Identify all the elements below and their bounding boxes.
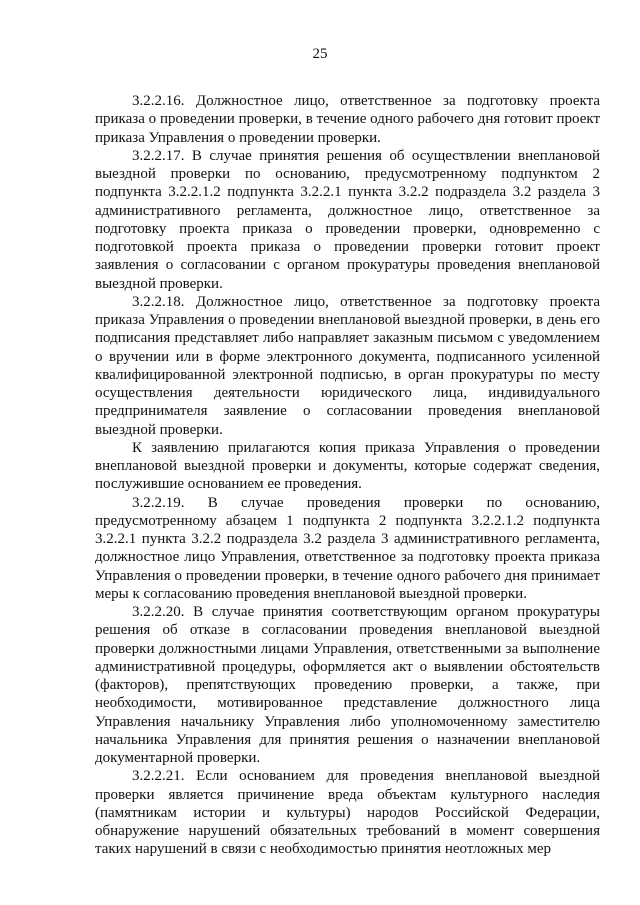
paragraph-3-2-2-21: 3.2.2.21. Если основанием для проведения внеплановой выездной проверки является причинение вреда объектам культурного наследия (памятникам истории и культуры) народов Российской Федерации, обнаружение нарушений обязательных требований в момент совершения таких нарушений в связи с необходимостью принятия неотложных мер	[95, 768, 600, 858]
paragraph-3-2-2-16: 3.2.2.16. Должностное лицо, ответственное за подготовку проекта приказа о проведении проверки, в течение одного рабочего дня готовит проект приказа Управления о проведении проверки.	[95, 93, 600, 146]
paragraph-3-2-2-20: 3.2.2.20. В случае принятия соответствующим органом прокуратуры решения об отказе в согласовании проведения внеплановой выездной проверки должностными лицами Управления, ответственными за выполнение административной процедуры, оформляется акт о выявлении обстоятельств (факторов), препятствующих проведению проверки, а также, при необходимости, мотивированное представление должностного лица Управления начальнику Управления либо уполномоченному заместителю начальника Управления для принятия решения о назначении внеплановой документарной проверки.	[95, 604, 600, 766]
document-body	[95, 92, 600, 859]
paragraph-attachments: К заявлению прилагаются копия приказа Управления о проведении внеплановой выездной проверки и документы, которые содержат сведения, послужившие основанием ее проведения.	[95, 439, 600, 493]
paragraph-3-2-2-17: 3.2.2.17. В случае принятия решения об осуществлении внеплановой выездной проверки по основанию, предусмотренному подпунктом 2 подпункта 3.2.2.1.2 подпункта 3.2.2.1 пункта 3.2.2 подраздела 3.2 раздела 3 административного регламента, должностное лицо, ответственное за подготовку проекта приказа о проведении проверки, одновременно с подготовкой проекта приказа о проведении проверки готовит проект заявления о согласовании с органом прокуратуры проведения внеплановой выездной проверки.	[95, 147, 600, 292]
page-number: 25	[312, 46, 328, 62]
paragraph-3-2-2-19: 3.2.2.19. В случае проведения проверки по основанию, предусмотренному абзацем 1 подпункта 2 подпункта 3.2.2.1.2 подпункта 3.2.2.1 пункта 3.2.2 подраздела 3.2 раздела 3 административного регламента, должностное лицо Управления, ответственное за подготовку проекта приказа Управления о проведении проверки, в течение одного рабочего дня принимает меры к согласованию проведения внеплановой выездной проверки.	[95, 494, 600, 602]
paragraph-3-2-2-18: 3.2.2.18. Должностное лицо, ответственное за подготовку проекта приказа Управления о проведении внеплановой выездной проверки, в день его подписания представляет либо направляет заказным письмом с уведомлением о вручении или в форме электронного документа, подписанного усиленной квалифицированной электронной подписью, в орган прокуратуры по месту осуществления деятельности юридического лица, индивидуального предпринимателя заявление о согласовании проведения внеплановой выездной проверки.	[95, 293, 600, 438]
